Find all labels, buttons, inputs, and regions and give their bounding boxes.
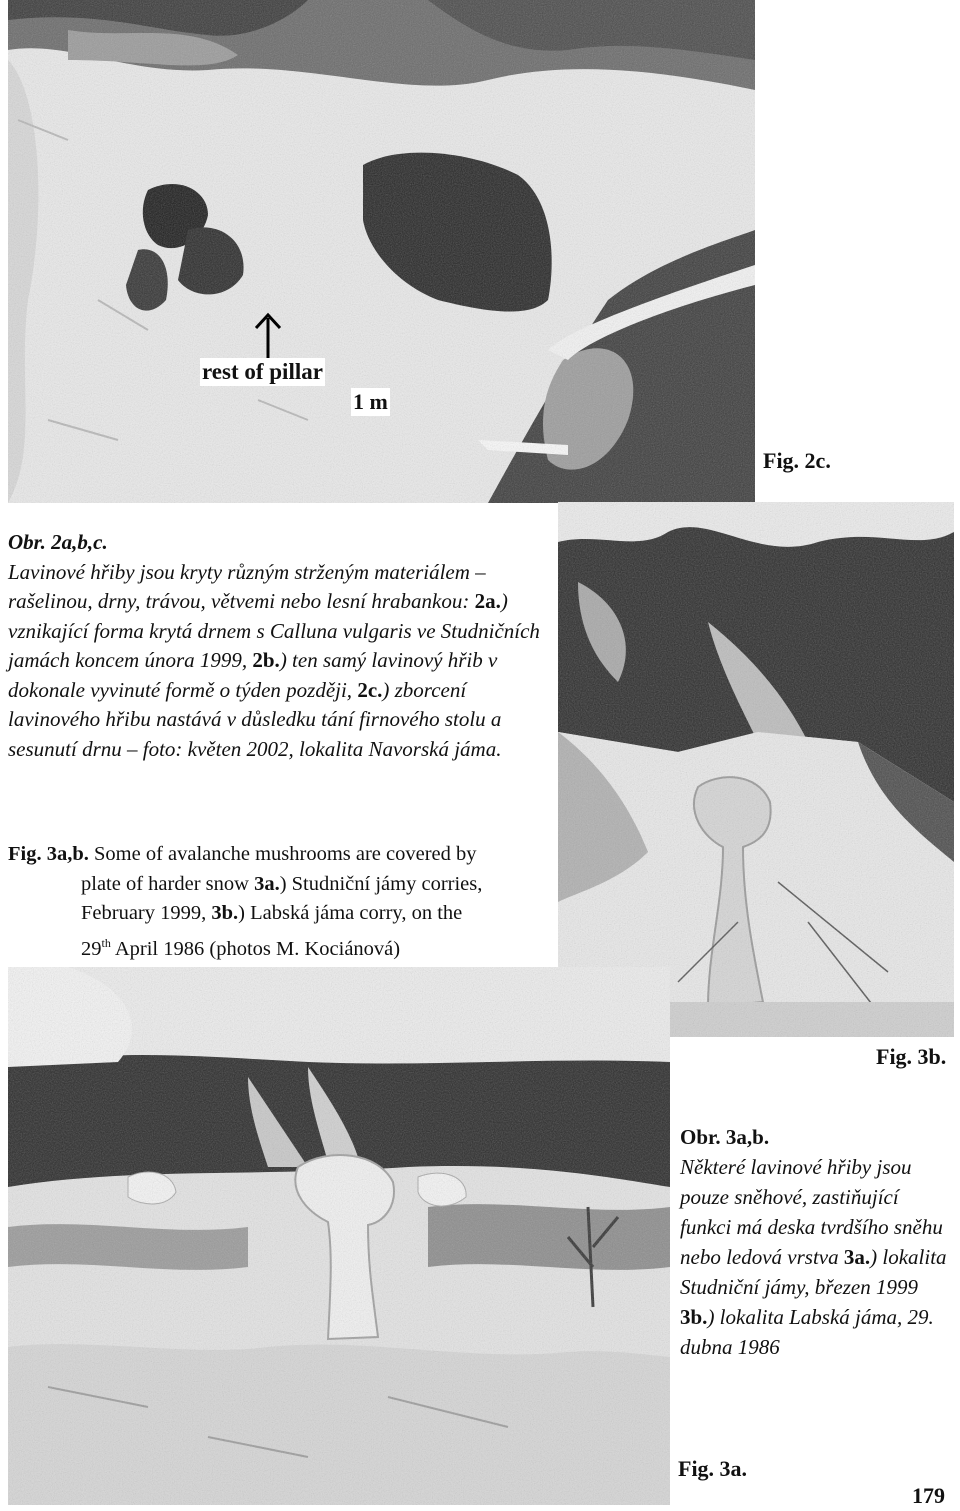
page-number: 179	[912, 1483, 945, 1508]
caption-cz-fig-2	[8, 528, 548, 764]
caption-en-line4-post: April 1986 (photos M. Kociánová)	[114, 937, 401, 960]
caption-ref-2a: 2a.	[474, 589, 501, 613]
caption-ref-2b: 2b.	[252, 648, 280, 672]
caption-cz2-ref-3b: 3b.	[680, 1305, 708, 1329]
caption-cz2-text1: Některé lavinové hřiby jsou pouze sněhové, zastiňující funkci má deska tvrdšího sněhu nebo ledová vrstva	[680, 1155, 943, 1269]
photo-fig-2c	[8, 0, 755, 503]
figure-label-3a: Fig. 3a.	[678, 1456, 748, 1481]
caption-en-sup: th	[101, 935, 111, 950]
caption-en-ref-3b: 3b.	[211, 902, 239, 925]
caption-en-line3-post: ) Labská jáma corry, on the	[238, 902, 463, 925]
caption-en-fig-3	[8, 840, 548, 964]
caption-en-day: 29	[81, 937, 102, 960]
caption-text-2b: ) ten samý lavinový hřib v dokonale vyvinuté formě o týden později,	[8, 648, 498, 702]
caption-en-line3-pre: February 1999,	[81, 902, 207, 925]
figure-label-3b: Fig. 3b.	[876, 1044, 947, 1069]
caption-en-line2-pre: plate of harder snow	[81, 872, 249, 895]
annotation-scale: 1 m	[353, 389, 388, 414]
caption-cz2-text3: ) lokalita Labská jáma, 29. dubna 1986	[680, 1305, 934, 1359]
caption-text-2c: ) zborcení lavinového hřibu nastává v důsledku tání firnového stolu a sesunutí drnu – foto: květen 2002, lokalita Navorská jáma.	[8, 677, 502, 761]
caption-cz2-text2: ) lokalita Studniční jámy, březen 1999	[680, 1245, 947, 1299]
photo-fig-3a	[8, 967, 670, 1505]
caption-cz2-ref-3a: 3a.	[843, 1245, 871, 1269]
caption-text-2a: ) vznikající forma krytá drnem s Calluna vulgaris ve Studničních jamách koncem února 1999,	[8, 589, 540, 672]
figure-label-2c: Fig. 2c.	[763, 448, 831, 473]
caption-en-line1: Some of avalanche mushrooms are covered by	[94, 843, 477, 865]
caption-heading-3: Obr. 3a,b.	[680, 1125, 770, 1149]
caption-ref-2c: 2c.	[357, 677, 383, 702]
arrow-up-icon	[253, 312, 283, 360]
caption-cz-fig-3	[680, 1122, 955, 1362]
photo-fig-3b	[558, 502, 954, 1037]
caption-en-label: Fig. 3a,b.	[8, 843, 89, 865]
caption-en-ref-3a: 3a.	[254, 872, 280, 895]
caption-en-line2-post: ) Studniční jámy corries,	[279, 872, 483, 895]
caption-heading: Obr. 2a,b,c.	[8, 530, 108, 554]
caption-intro: Lavinové hřiby jsou kryty různým strženým materiálem – rašelinou, drny, trávou, větvemi nebo lesní hrabankou:	[8, 559, 486, 613]
annotation-rest-of-pillar: rest of pillar	[202, 359, 323, 384]
